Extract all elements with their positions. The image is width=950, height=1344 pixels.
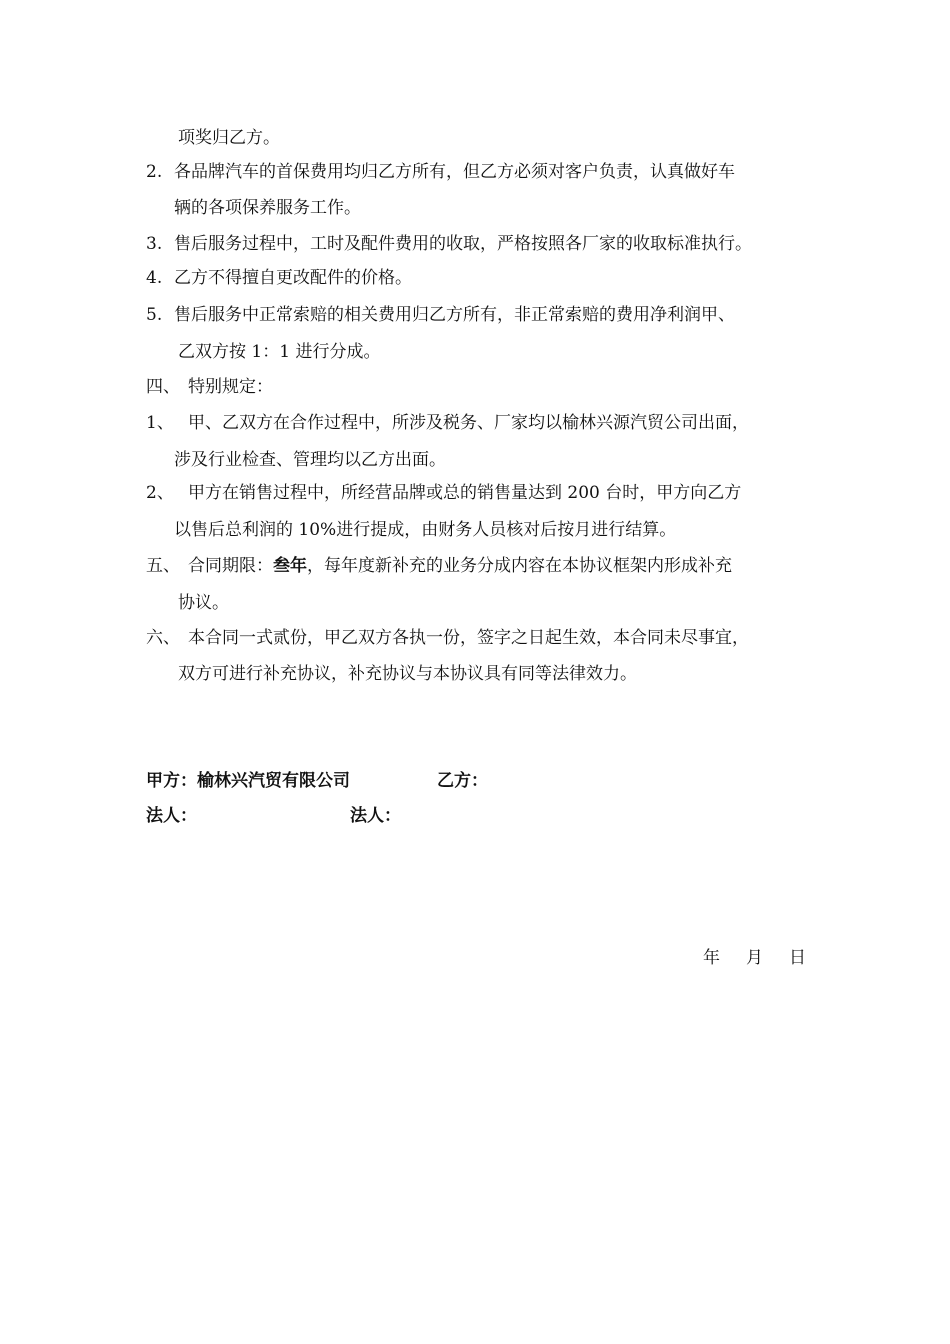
section4-item1-number: 1、 <box>146 413 174 433</box>
section4-heading: 特别规定： <box>188 377 273 397</box>
item3-number: 3. <box>146 234 163 254</box>
section4-item1-line1: 甲、乙双方在合作过程中，所涉及税务、厂家均以榆林兴源汽贸公司出面， <box>188 413 749 433</box>
section6-line2: 双方可进行补充协议，补充协议与本协议具有同等法律效力。 <box>178 664 637 684</box>
section5-line1 <box>188 556 732 576</box>
date-month: 月 <box>746 948 763 968</box>
party-b-legal-rep: 法人： <box>350 806 401 826</box>
item2-line1: 各品牌汽车的首保费用均归乙方所有，但乙方必须对客户负责，认真做好车 <box>174 162 735 182</box>
item2-number: 2. <box>146 162 163 182</box>
section6-line1: 本合同一式贰份，甲乙双方各执一份，签字之日起生效，本合同未尽事宜， <box>188 628 749 648</box>
item3-line1: 售后服务过程中，工时及配件费用的收取，严格按照各厂家的收取标准执行。 <box>174 234 752 254</box>
party-a-legal-rep: 法人： <box>146 806 197 826</box>
item5-line1: 售后服务中正常索赔的相关费用归乙方所有，非正常索赔的费用净利润甲、 <box>174 305 735 325</box>
section4-item2-line2: 以售后总利润的 10%进行提成，由财务人员核对后按月进行结算。 <box>174 520 677 540</box>
section6-number: 六、 <box>146 628 180 648</box>
section4-item2-line1: 甲方在销售过程中，所经营品牌或总的销售量达到 200 台时，甲方向乙方 <box>188 483 742 503</box>
date-day: 日 <box>789 948 806 968</box>
section5-text-after: ，每年度新补充的业务分成内容在本协议框架内形成补充 <box>307 556 732 576</box>
section5-line2: 协议。 <box>178 593 229 613</box>
section5-text-before: 合同期限： <box>188 556 273 576</box>
item5-line2: 乙双方按 1：1 进行分成。 <box>178 342 381 362</box>
date-year: 年 <box>703 948 720 968</box>
item4-number: 4. <box>146 268 163 288</box>
item2-line2: 辆的各项保养服务工作。 <box>174 198 361 218</box>
section5-number: 五、 <box>146 556 180 576</box>
party-a-signature: 甲方：榆林兴汽贸有限公司 <box>146 771 350 791</box>
section4-item1-line2: 涉及行业检查、管理均以乙方出面。 <box>174 450 446 470</box>
party-b-signature: 乙方： <box>437 771 488 791</box>
section4-number: 四、 <box>146 377 180 397</box>
contract-term: 叁年 <box>273 556 307 576</box>
section4-item2-number: 2、 <box>146 483 174 503</box>
item5-number: 5. <box>146 305 163 325</box>
item1-tail: 项奖归乙方。 <box>178 128 280 148</box>
item4-line1: 乙方不得擅自更改配件的价格。 <box>174 268 412 288</box>
